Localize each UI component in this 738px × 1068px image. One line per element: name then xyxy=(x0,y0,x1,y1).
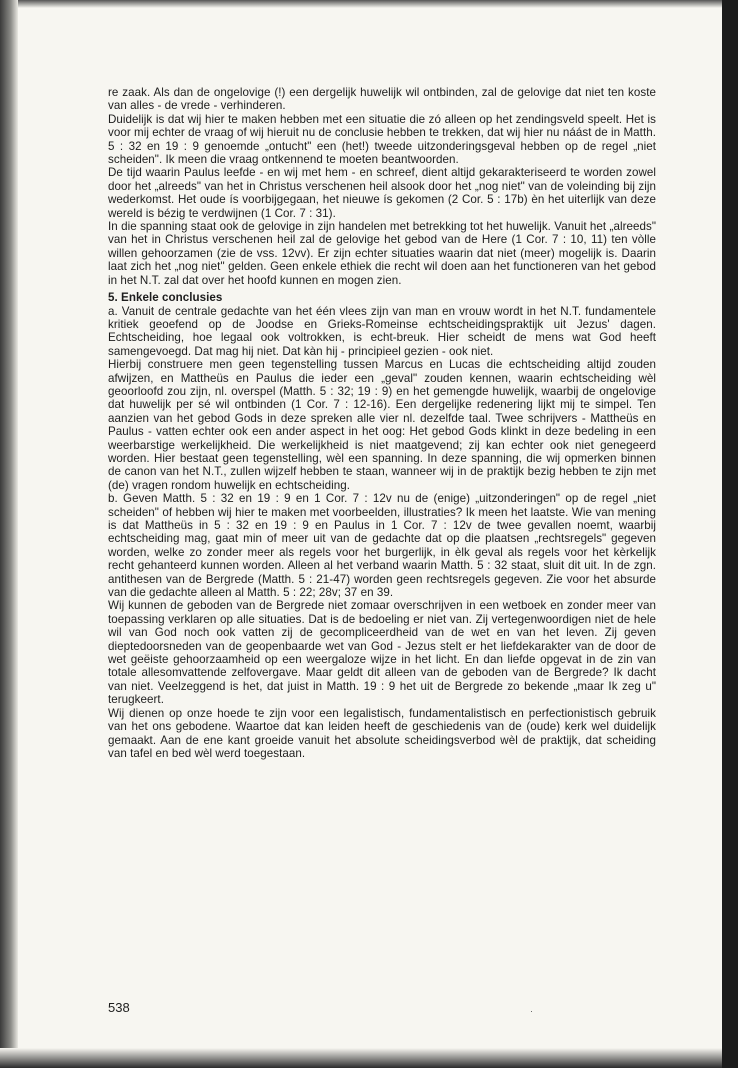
section-paragraph-b: b. Geven Matth. 5 : 32 en 19 : 9 en 1 Cor. 7 : 12v nu de (enige) „uitzonderingen" op de regel „niet scheiden" of hebben wij hier te maken met voorbeelden, illustraties? Ik meen het laatste. Wie van mening is dat Mattheüs in 5 : 32 en 19 : 9 en Paulus in 1 Cor. 7 : 12v de twee gevallen noemt, waarbij echtscheiding mag, gaat min of meer uit van de gedachte dat op die plaatsen „rechtsregels" gegeven worden, welke zo zonder meer als regels voor het burgerlijk, in èlk geval als regels voor het kèrkelijk recht gehanteerd kunnen worden. Alleen al het verband waarin Matth. 5 : 32 staat, sluit dit uit. In de zgn. antithesen van de Bergrede (Matth. 5 : 21-47) worden geen rechtsregels gegeven. Zie voor het absurde van die gedachte alleen al Matth. 5 : 22; 28v; 37 en 39. xyxy=(108,492,656,600)
section-paragraph-2: Hierbij construere men geen tegenstelling tussen Marcus en Lucas die echtscheiding altijd zouden afwijzen, en Mattheüs en Paulus die ieder een „geval" zouden kennen, waarin echtscheiding wèl geoorloofd zou zijn, nl. overspel (Matth. 5 : 32; 19 : 9) en het gemengde huwelijk, waarbij de ongelovige dat huwelijk per sé wil ontbinden (1 Cor. 7 : 12-16). Een dergelijke redenering lijkt mij te simpel. Ten aanzien van het gebod Gods in deze spreken alle vier nl. dezelfde taal. Twee schrijvers - Mattheüs en Paulus - vatten echter ook een ander aspect in het oog: Het gebod Gods klinkt in deze bedeling in een weerbarstige werkelijkheid. Die werkelijkheid is niet maatgevend; zij kan echter ook niet genegeerd worden. Hier bestaat geen tegenstelling, wèl een spanning. In deze spanning, die wij opmerken binnen de canon van het N.T., zullen wijzelf hebben te staan, wanneer wij in de praktijk bezig hebben te zijn met (de) vragen rondom huwelijk en echtscheiding. xyxy=(108,358,656,492)
scan-edge-bottom xyxy=(0,1048,722,1068)
body-text xyxy=(108,86,656,760)
scan-edge-right xyxy=(722,0,738,1068)
paragraph-3: De tijd waarin Paulus leefde - en wij met hem - en schreef, dient altijd gekarakteriseerd te worden zowel door het „alreeds" van het in Christus verschenen heil alsook door het „nog niet" van de voleinding bij zijn wederkomst. Het oude ís voorbijgegaan, het nieuwe ís gekomen (2 Cor. 5 : 17b) èn het uiterlijk van deze wereld is bézig te verdwijnen (1 Cor. 7 : 31). xyxy=(108,166,656,220)
section-paragraph-4: Wij kunnen de geboden van de Bergrede niet zomaar overschrijven in een wetboek en zonder meer van toepassing verklaren op alle situaties. Dat is de bedoeling er niet van. Zij vertegenwoordigen niet de hele wil van God noch ook vatten zij de gecompliceerdheid van de wet en van het leven. Zij geven dieptedoorsneden van de geopenbaarde wet van God - Jezus stelt er het liefdekarakter van de door de wet geëiste gehoorzaamheid op een weergaloze wijze in het licht. En dan liefde opgevat in de zin van totale allesomvattende zelfovergave. Maar geldt dit alleen van de geboden van de Bergrede? Ik dacht van niet. Veelzeggend is het, dat juist in Matth. 19 : 9 het uit de Bergrede zo bekende „maar Ik zeg u" terugkeert. xyxy=(108,599,656,707)
paragraph-2: Duidelijk is dat wij hier te maken hebben met een situatie die zó alleen op het zendingsveld speelt. Het is voor mij echter de vraag of wij hieruit nu de conclusie hebben te trekken, dat wij hier nu náást de in Matth. 5 : 32 en 19 : 9 genoemde „ontucht" een (het!) tweede uitzonderingsgeval hebben op de regel „niet scheiden". Ik meen die vraag ontkennend te moeten beantwoorden. xyxy=(108,112,656,167)
section-paragraph-5: Wij dienen op onze hoede te zijn voor een legalistisch, fundamentalistisch en perfectionistisch gebruik van het ons gebodene. Waartoe dat kan leiden heeft de geschiedenis van de (oude) kerk wel duidelijk gemaakt. Aan de ene kant groeide vanuit het absolute scheidingsverbod wèl de praktijk, dat scheiding van tafel en bed wèl werd toegestaan. xyxy=(108,706,656,760)
paragraph-1: re zaak. Als dan de ongelovige (!) een dergelijk huwelijk wil ontbinden, zal de gelovige dat niet ten koste van alles - de vrede - verhinderen. xyxy=(108,86,656,113)
scan-edge-top xyxy=(0,0,722,8)
paragraph-4: In die spanning staat ook de gelovige in zijn handelen met betrekking tot het huwelijk. Vanuit het „alreeds" van het in Christus verschenen heil zal de gelovige het gebod van de Here (1 Cor. 7 : 10, 11) ten vòlle willen gehoorzamen (zie de vss. 12vv). Er zijn echter situaties waarin dat niet (meer) mogelijk is. Daarin laat zich het „nog niet" gelden. Geen enkele ethiek die recht wil doen aan het functioneren van het gebod in het N.T. zal dat over het hoofd kunnen en mogen zien. xyxy=(108,220,656,287)
section-paragraph-a: a. Vanuit de centrale gedachte van het één vlees zijn van man en vrouw wordt in het N.T. fundamentele kritiek geoefend op de Joodse en Grieks-Romeinse echtscheidingspraktijk uit Jezus' dagen. Echtscheiding, hoe legaal ook voltrokken, is echt-breuk. Hier scheidt de mens wat God heeft samengevoegd. Dat mag hij niet. Dat kàn hij - principieel gezien - ook niet. xyxy=(108,304,656,358)
section-heading: 5. Enkele conclusies xyxy=(108,291,223,305)
page-number: 538 xyxy=(108,1000,130,1015)
scan-edge-left xyxy=(0,0,18,1068)
scan-speck: · xyxy=(530,1006,533,1016)
